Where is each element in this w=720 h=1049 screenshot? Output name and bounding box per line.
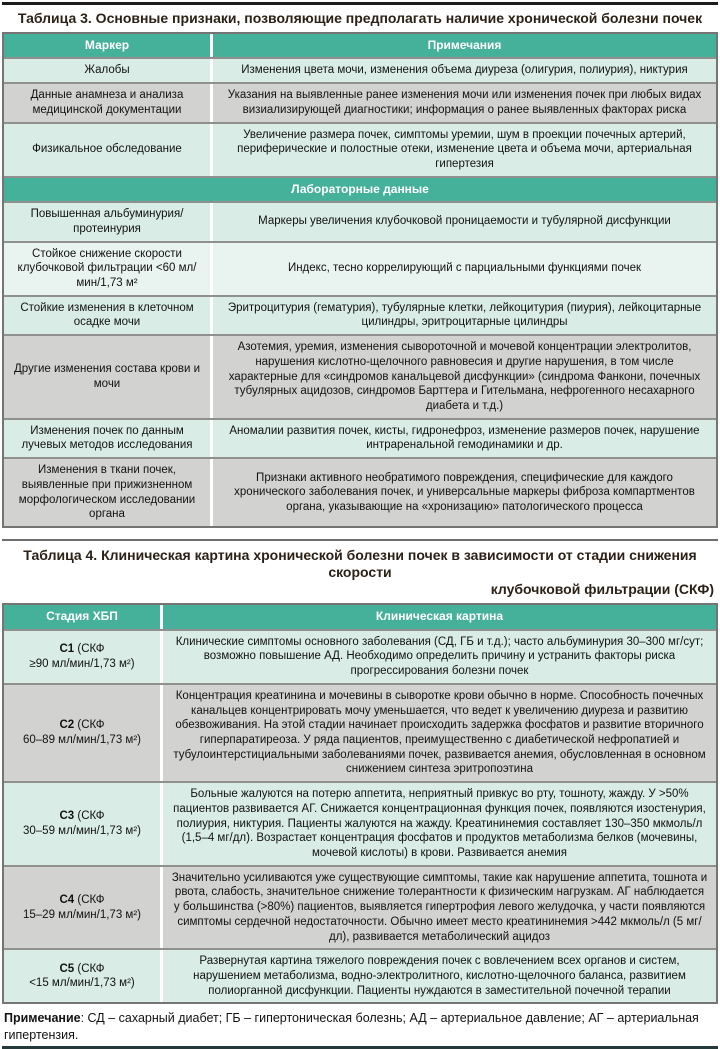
marker-cell: Физикальное обследование xyxy=(4,124,210,176)
table-row xyxy=(4,418,716,457)
table-row xyxy=(4,457,716,526)
footnote-label: Примечание xyxy=(4,1011,81,1026)
table-row xyxy=(4,629,716,683)
stage-line1: С4 (СКФ xyxy=(59,893,105,906)
clinical-cell: Развернутая картина тяжелого повреждения почек с вовлечением всех органов и систем, нарушением метаболизма, водно-электролитного, кислотно-щелочного баланса, развитием полиорганной дисфункции. Пациенты нуждаются в заместительной почечной терапии xyxy=(163,950,716,1002)
stage-line2: <15 мл/мин/1,73 м²) xyxy=(29,977,135,990)
table4-title-line1: Таблица 4. Клиническая картина хронической болезни почек в зависимости от стадии снижения скорости xyxy=(23,547,697,581)
note-cell: Маркеры увеличения клубочковой проницаемости и тубулярной дисфункции xyxy=(213,203,716,240)
table-row xyxy=(4,865,716,949)
marker-cell: Другие изменения состава крови и мочи xyxy=(4,336,210,418)
clinical-cell: Больные жалуются на потерю аппетита, неприятный привкус во рту, тошноту, жажду. У >50% пациентов развивается АГ. Снижается концентрационная функция почек, появляются изостенурия, полиурия, никтурия. Пациенты жалуются на жажду. Креатининемия составляет 130–350 мкмоль/л (1,5–4 мг/дл). Возрастает концентрация фосфатов и продуктов метаболизма белков (мочевины, мочевой кислоты) в крови. Развивается анемия xyxy=(163,783,716,865)
table3-header-marker: Маркер xyxy=(4,34,210,57)
table3-header-notes: Примечания xyxy=(213,34,716,57)
table-row xyxy=(4,334,716,418)
table-row xyxy=(4,295,716,334)
table-row xyxy=(4,241,716,295)
footnote xyxy=(4,1010,716,1043)
table3-section-header-row xyxy=(4,176,716,201)
stage-line2: 60–89 мл/мин/1,73 м²) xyxy=(22,733,141,746)
table3-header-row xyxy=(4,34,716,57)
clinical-cell: Значительно усиливаются уже существующие симптомы, такие как нарушение аппетита, тошнота и рвота, слабость, значительное снижение толерантности к физическим нагрузкам. АГ наблюдается у большинства (>80%) пациентов, выявляется гипертрофия левого желудочка, у части появляются симптомы сердечной недостаточности. Обычно имеет место креатининемия >442 мкмоль/л (5 мг/дл), развивается метаболический ацидоз xyxy=(163,867,716,949)
marker-cell: Стойкие изменения в клеточном осадке мочи xyxy=(4,297,210,334)
marker-cell: Стойкое снижение скорости клубочковой фильтрации <60 мл/мин/1,73 м² xyxy=(4,243,210,295)
clinical-cell: Клинические симптомы основного заболевания (СД, ГБ и т.д.); часто альбуминурия 30–300 мг/сут; возможно повышение АД. Необходимо определить причину и устранить факторы риска прогрессирования болезни почек xyxy=(163,631,716,683)
note-cell: Аномалии развития почек, кисты, гидронефроз, изменение размеров почек, нарушение интраренальной гемодинамики и др. xyxy=(213,420,716,457)
table-row xyxy=(4,201,716,240)
table-row xyxy=(4,948,716,1002)
note-cell: Указания на выявленные ранее изменения мочи или изменения почек при любых видах визиализирующей диагностики; информация о ранее выявленных факторах риска xyxy=(213,84,716,121)
top-rule xyxy=(2,2,718,5)
note-cell: Увеличение размера почек, симптомы уремии, шум в проекции почечных артерий, периферические и полостные отеки, изменение цвета и объема мочи, артериальная гипертезия xyxy=(213,124,716,176)
stage-line2: ≥90 мл/мин/1,73 м²) xyxy=(29,657,135,670)
table4 xyxy=(2,603,718,1004)
stage-line1: С3 (СКФ xyxy=(59,810,105,823)
stage-cell xyxy=(4,783,160,865)
marker-cell: Изменения почек по данным лучевых методов исследования xyxy=(4,420,210,457)
table4-title xyxy=(6,547,714,598)
table-row xyxy=(4,122,716,176)
table4-header-row xyxy=(4,605,716,628)
stage-line2: 15–29 мл/мин/1,73 м²) xyxy=(22,908,141,921)
table3 xyxy=(2,32,718,528)
note-cell: Азотемия, уремия, изменения сывороточной и мочевой концентрации электролитов, нарушения кислотно-щелочного равновесия и другие нарушения, в том числе характерные для «синдромов канальцевой дисфункции» (синдрома Фанкони, почечных тубулярных ацидозов, синдромов Барттера и Гительмана, нефрогенного несахарного диабета и т.д.) xyxy=(213,336,716,418)
table3-title: Таблица 3. Основные признаки, позволяющие предполагать наличие хронической болезни почек xyxy=(17,10,703,26)
note-cell: Изменения цвета мочи, изменения объема диуреза (олигурия, полиурия), никтурия xyxy=(213,59,716,82)
marker-cell: Жалобы xyxy=(4,59,210,82)
section-header-label: Лабораторные данные xyxy=(4,178,716,201)
note-cell: Признаки активного необратимого повреждения, специфические для каждого хронического заболевания почек, и универсальные маркеры фиброза компартментов органа, указывающие на «хронизацию» патологического процесса xyxy=(213,459,716,526)
stage-line1: С2 (СКФ xyxy=(59,719,105,732)
footnote-text: : СД – сахарный диабет; ГБ – гипертоническая болезнь; АД – артериальное давление; АГ – артериальная гипертензия. xyxy=(4,1011,699,1042)
stage-line2: 30–59 мл/мин/1,73 м²) xyxy=(22,824,141,837)
stage-line1: С1 (СКФ xyxy=(59,643,105,655)
table4-title-line2: клубочковой фильтрации (СКФ) xyxy=(490,581,714,598)
tables-divider-rule xyxy=(2,539,718,541)
note-cell: Эритроцитурия (гематурия), тубулярные клетки, лейкоцитурия (пиурия), лейкоцитарные цилиндры, эритроцитарные цилиндры xyxy=(213,297,716,334)
stage-cell xyxy=(4,867,160,949)
table-row xyxy=(4,683,716,781)
table4-header-stage: Стадия ХБП xyxy=(4,605,160,628)
marker-cell: Повышенная альбуминурия/ протеинурия xyxy=(4,203,210,240)
table-row xyxy=(4,57,716,82)
marker-cell: Данные анамнеза и анализа медицинской документации xyxy=(4,84,210,121)
stage-cell xyxy=(4,631,160,683)
table4-header-clinical: Клиническая картина xyxy=(163,605,716,628)
stage-cell xyxy=(4,950,160,1002)
stage-cell xyxy=(4,685,160,781)
clinical-cell: Концентрация креатинина и мочевины в сыворотке крови обычно в норме. Способность почечных канальцев концентрировать мочу уменьшается, что ведет к увеличению диуреза и развитию обезвоживания. На этой стадии начинает происходить задержка фосфатов и развитие вторичного гиперпаратиреоза. У ряда пациентов, преимущественно с диабетической нефропатией и тубулоинтерстициальными заболеваниями почек, развивается анемия, обусловленная в основном снижением синтеза эритропоэтина xyxy=(163,685,716,781)
marker-cell: Изменения в ткани почек, выявленные при прижизненном морфологическом исследовании органа xyxy=(4,459,210,526)
table-row xyxy=(4,82,716,121)
table-row xyxy=(4,781,716,865)
note-cell: Индекс, тесно коррелирующий с парциальными функциями почек xyxy=(213,243,716,295)
stage-line1: С5 (СКФ xyxy=(59,962,105,975)
